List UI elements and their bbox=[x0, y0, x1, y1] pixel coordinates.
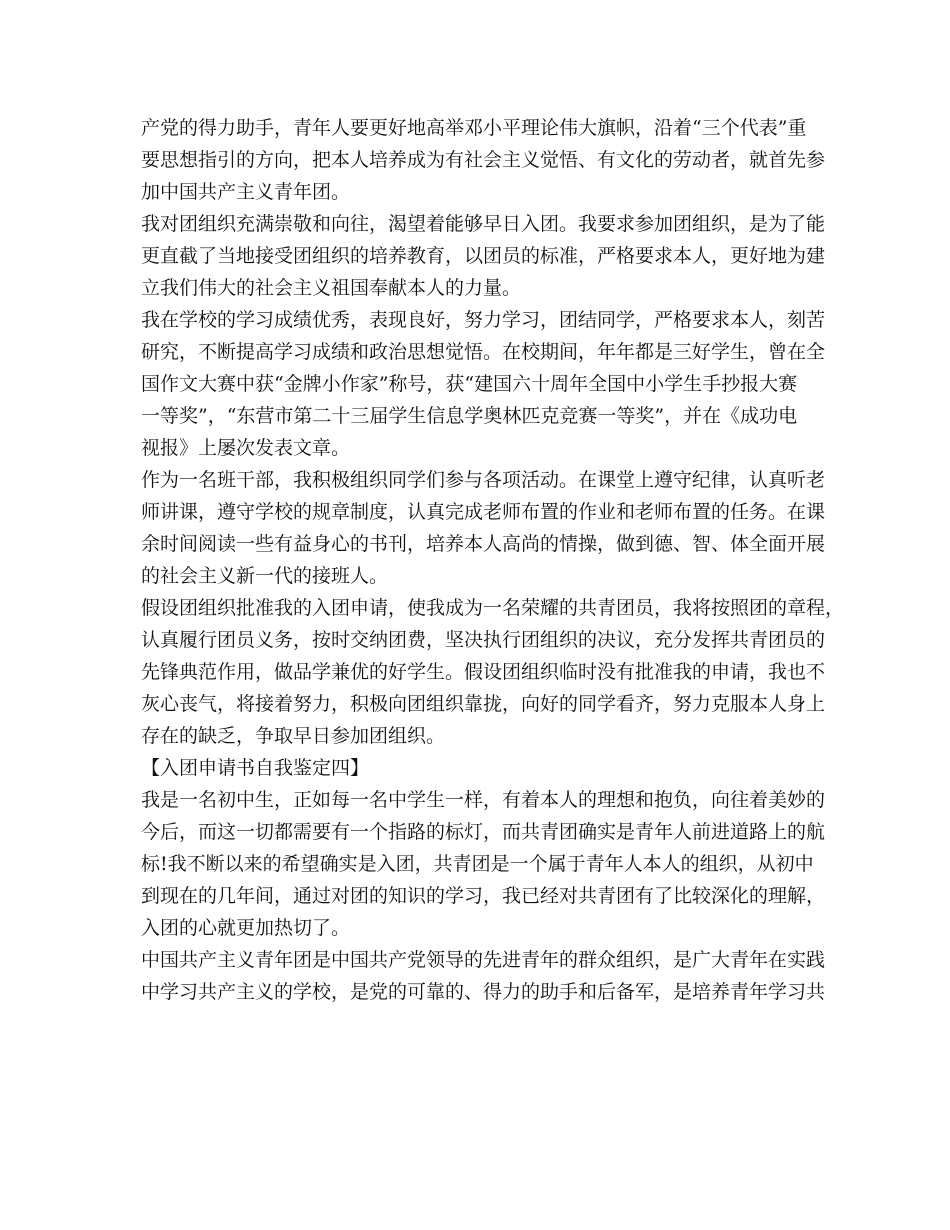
text-line: 中学习共产主义的学校，是党的可靠的、得力的助手和后备军，是培养青年学习共 bbox=[141, 981, 826, 1003]
section-heading bbox=[141, 752, 831, 784]
paragraph bbox=[141, 944, 831, 1008]
text-line: 中国共产主义青年团是中国共产党领导的先进青年的群众组织，是广大青年在实践 bbox=[141, 949, 826, 971]
text-line: 的社会主义新一代的接班人。 bbox=[141, 565, 389, 587]
text-line: 立我们伟大的社会主义祖国奉献本人的力量。 bbox=[141, 277, 522, 299]
text-line: 【入团申请书自我鉴定四】 bbox=[141, 757, 370, 779]
text-line: 先锋典范作用，做品学兼优的好学生。假设团组织临时没有批准我的申请，我也不 bbox=[141, 661, 826, 683]
paragraph bbox=[141, 112, 831, 208]
text-line: 入团的心就更加热切了。 bbox=[141, 917, 351, 939]
paragraph bbox=[141, 464, 831, 592]
text-line: 一等奖”，“东营市第二十三届学生信息学奥林匹克竞赛一等奖”，并在《成功电 bbox=[141, 405, 798, 427]
text-line: 要思想指引的方向，把本人培养成为有社会主义觉悟、有文化的劳动者，就首先参 bbox=[141, 149, 826, 171]
paragraph bbox=[141, 784, 831, 944]
text-line: 到现在的几年间，通过对团的知识的学习，我已经对共青团有了比较深化的理解， bbox=[141, 885, 826, 907]
text-line: 作为一名班干部，我积极组织同学们参与各项活动。在课堂上遵守纪律，认真听老 bbox=[141, 469, 826, 491]
text-line: 产党的得力助手，青年人要更好地高举邓小平理论伟大旗帜，沿着“三个代表”重 bbox=[141, 117, 807, 139]
text-line: 师讲课，遵守学校的规章制度，认真完成老师布置的作业和老师布置的任务。在课 bbox=[141, 501, 826, 523]
text-line: 我是一名初中生，正如每一名中学生一样，有着本人的理想和抱负，向往着美妙的 bbox=[141, 789, 826, 811]
text-line: 研究，不断提高学习成绩和政治思想觉悟。在校期间，年年都是三好学生，曾在全 bbox=[141, 341, 826, 363]
text-line: 余时间阅读一些有益身心的书刊，培养本人高尚的情操，做到德、智、体全面开展 bbox=[141, 533, 826, 555]
text-line: 标!我不断以来的希望确实是入团，共青团是一个属于青年人本人的组织，从初中 bbox=[141, 853, 814, 875]
text-line: 假设团组织批准我的入团申请，使我成为一名荣耀的共青团员，我将按照团的章程， bbox=[141, 597, 845, 619]
text-line: 我对团组织充满崇敬和向往，渴望着能够早日入团。我要求参加团组织，是为了能 bbox=[141, 213, 826, 235]
document-body bbox=[141, 112, 845, 1008]
text-line: 我在学校的学习成绩优秀，表现良好，努力学习，团结同学，严格要求本人，刻苦 bbox=[141, 309, 826, 331]
paragraph bbox=[141, 208, 831, 304]
text-line: 灰心丧气，将接着努力，积极向团组织靠拢，向好的同学看齐，努力克服本人身上 bbox=[141, 693, 826, 715]
text-line: 今后，而这一切都需要有一个指路的标灯，而共青团确实是青年人前进道路上的航 bbox=[141, 821, 826, 843]
text-line: 存在的缺乏，争取早日参加团组织。 bbox=[141, 725, 446, 747]
paragraph bbox=[141, 592, 845, 752]
text-line: 视报》上屡次发表文章。 bbox=[141, 437, 351, 459]
text-line: 国作文大赛中获“金牌小作家”称号，获“建国六十周年全国中小学生手抄报大赛 bbox=[141, 373, 798, 395]
text-line: 更直截了当地接受团组织的培养教育，以团员的标准，严格要求本人，更好地为建 bbox=[141, 245, 826, 267]
text-line: 认真履行团员义务，按时交纳团费，坚决执行团组织的决议，充分发挥共青团员的 bbox=[141, 629, 826, 651]
paragraph bbox=[141, 304, 831, 464]
text-line: 加中国共产主义青年团。 bbox=[141, 181, 351, 203]
